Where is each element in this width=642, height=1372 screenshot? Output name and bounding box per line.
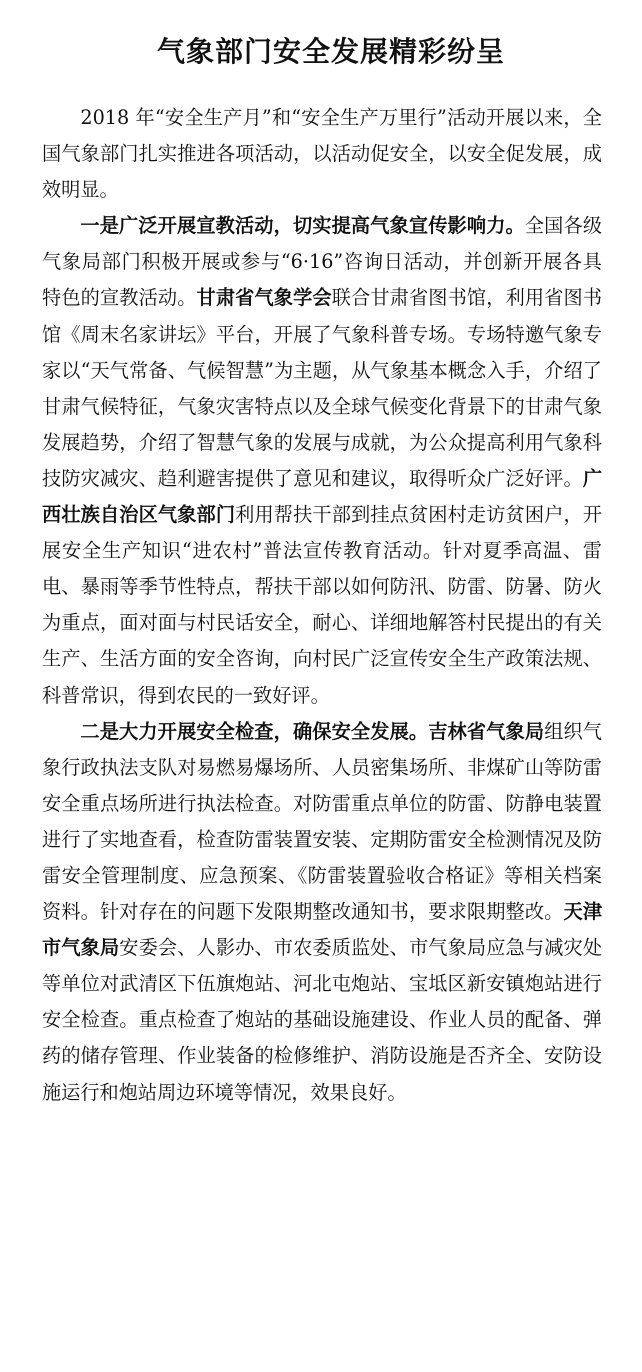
section-1-org-1: 甘肃省气象学会 — [196, 286, 332, 310]
section-2-text-2: 安委会、人影办、市农委质监处、市气象局应急与减灾处等单位对武清区下伍旗炮站、河北屯炮站、宝坻区新安镇炮站进行安全检查。重点检查了炮站的基础设施建设、作业人员的配备、弹药的储存管理、作业装备的检修维护、消防设施是否齐全、安防设施运行和炮站周边环境等情况，效果良好。 — [42, 936, 603, 1104]
section-2-org-2: 天津市气象局 — [42, 900, 603, 960]
section-1-org-2: 广西壮族自治区气象部门 — [42, 466, 602, 527]
section-1-text-1: 全国各级气象局部门积极开展或参与“6·16”咨询日活动，并创新开展各具特色的宣教活动。 — [42, 214, 603, 310]
section-2-heading: 二是大力开展安全检查，确保安全发展。 — [80, 719, 429, 743]
section-1-text-3: 利用帮扶干部到挂点贫困村走访贫困户，开展安全生产知识“进农村”普法宣传教育活动。针对夏季高温、雷电、暴雨等季节性特点，帮扶干部以如何防汛、防雷、防暑、防火为重点，面对面与村民话安全，耐心、详细地解答村民提出的有关生产、生活方面的安全咨询，向村民广泛宣传安全生产政策法规、科普常识，得到农民的一致好评。 — [42, 503, 603, 707]
section-2-paragraph — [42, 714, 602, 1111]
section-2-text-1: 组织气象行政执法支队对易燃易爆场所、人员密集场所、非煤矿山等防雷安全重点场所进行执法检查。对防雷重点单位的防雷、防静电装置进行了实地查看，检查防雷装置安装、定期防雷安全检测情况及防雷安全管理制度、应急预案、《防雷装置验收合格证》等相关档案资料。针对存在的问题下发限期整改通知书，要求限期整改。 — [42, 719, 603, 924]
intro-paragraph: 2018 年“安全生产月”和“安全生产万里行”活动开展以来，全国气象部门扎实推进各项活动，以活动促安全，以安全促发展，成效明显。 — [42, 106, 602, 202]
section-1-paragraph — [42, 208, 602, 713]
section-1-text-2: 联合甘肃省图书馆，利用省图书馆《周末名家讲坛》平台，开展了气象科普专场。专场特邀气象专家以“天气常备、气候智慧”为主题，从气象基本概念入手，介绍了甘肃气候特征，气象灾害特点以及全球气候变化背景下的甘肃气象发展趋势，介绍了智慧气象的发展与成就，为公众提高利用气象科技防灾减灾、趋利避害提供了意见和建议，取得听众广泛好评。 — [42, 286, 603, 490]
section-2-org-1: 吉林省气象局 — [428, 719, 545, 743]
document-title: 气象部门安全发展精彩纷呈 — [156, 35, 505, 68]
section-1-heading: 一是广泛开展宣教活动，切实提高气象宣传影响力。 — [80, 214, 525, 238]
